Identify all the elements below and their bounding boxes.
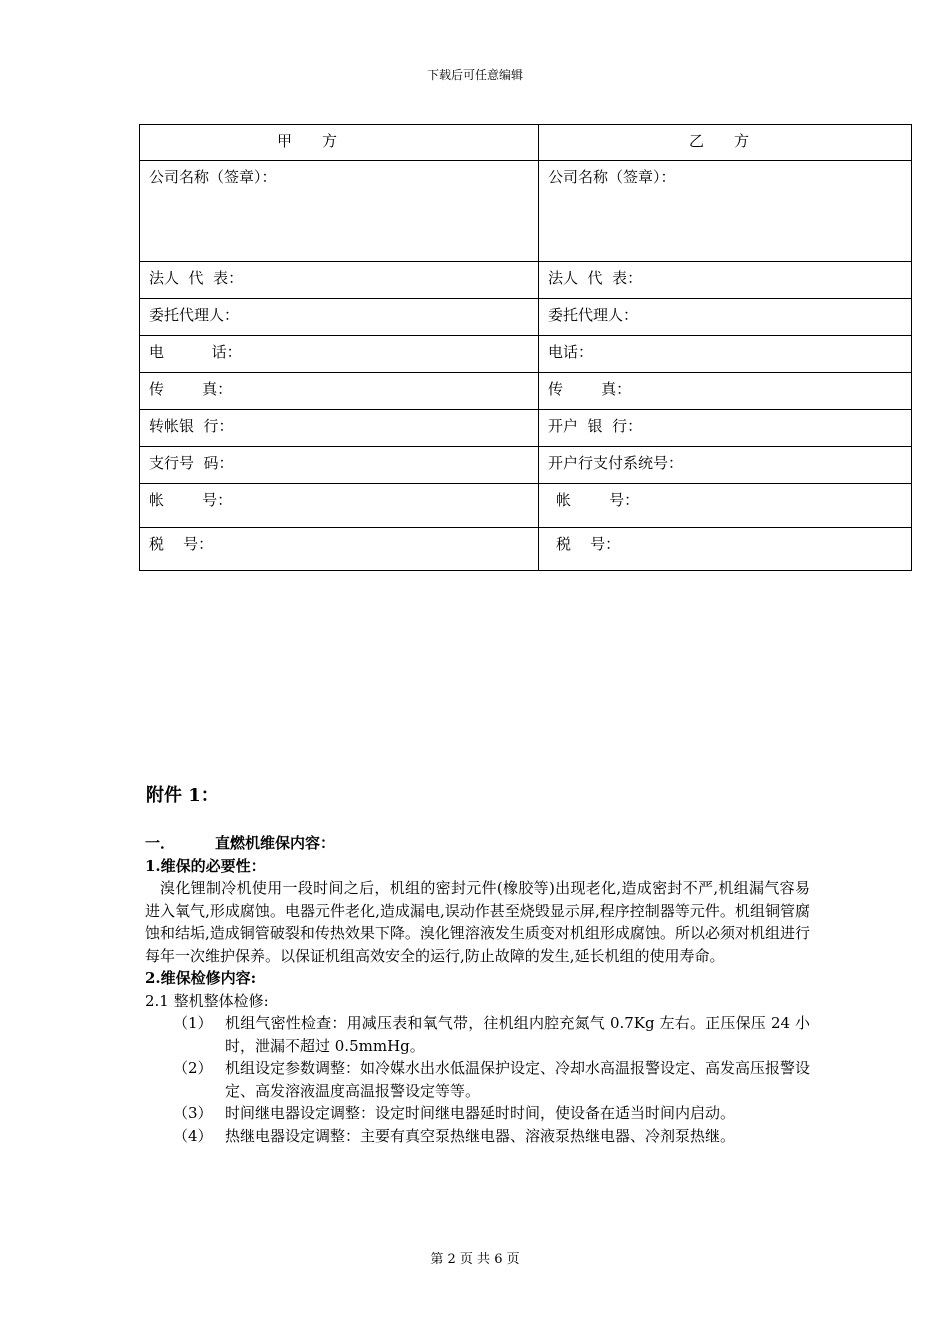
party-a-heading: 甲 方 xyxy=(276,132,337,150)
account-row xyxy=(140,484,912,528)
fax-row xyxy=(140,373,912,410)
party-b-fax: 传 真： xyxy=(539,373,912,410)
necessity-paragraph: 溴化锂制冷机使用一段时间之后，机组的密封元件(橡胶等)出现老化,造成密封不严,机组漏气容易进入氧气,形成腐蚀。电器元件老化,造成漏电,误动作甚至烧毁显示屏,程序控制器等元件。机组铜管腐蚀和结垢,造成铜管破裂和传热效果下降。溴化锂溶液发生质变对机组形成腐蚀。所以必须对机组进行每年一次维护保养。以保证机组高效安全的运行,防止故障的发生,延长机组的使用寿命。 xyxy=(145,879,810,965)
subsection-1-title: 1.维保的必要性： xyxy=(145,856,266,875)
party-b-heading-cell xyxy=(539,125,912,161)
party-b-phone: 电话： xyxy=(539,336,912,373)
party-b-heading: 乙 方 xyxy=(688,132,749,150)
list-item-text: 机组设定参数调整：如冷媒水出水低温保护设定、冷却水高温报警设定、高发高压报警设定、高发溶液温度高温报警设定等等。 xyxy=(225,1059,811,1100)
party-a-account: 帐 号： xyxy=(140,484,539,528)
list-item xyxy=(173,1057,810,1102)
party-a-heading-cell xyxy=(140,125,539,161)
phone-row xyxy=(140,336,912,373)
party-b-agent: 委托代理人： xyxy=(539,299,912,336)
bank-row xyxy=(140,410,912,447)
party-b-tax-cell xyxy=(539,528,912,571)
party-b-account: 帐 号： xyxy=(556,491,640,509)
page-footer-pagination: 第 2 页 共 6 页 xyxy=(430,1252,520,1267)
party-a-bank: 转帐银 行： xyxy=(140,410,539,447)
party-a-phone: 电 话： xyxy=(140,336,539,373)
list-item-index: （1） xyxy=(173,1014,213,1032)
party-a-fax: 传 真： xyxy=(140,373,539,410)
list-item xyxy=(173,1102,810,1125)
annex-body xyxy=(145,832,810,1147)
party-b-bank: 开户 银 行： xyxy=(539,410,912,447)
party-b-company-name: 公司名称（签章）： xyxy=(539,161,912,262)
list-item-index: （3） xyxy=(173,1104,213,1122)
branch-code-row xyxy=(140,447,912,484)
party-a-branch-code: 支行号 码： xyxy=(140,447,539,484)
subsection-2-title: 2.维保检修内容: xyxy=(145,969,257,987)
party-info-table xyxy=(139,124,912,571)
company-name-row xyxy=(140,161,912,262)
party-a-company-name: 公司名称（签章）： xyxy=(140,161,539,262)
list-item-text: 机组气密性检查：用减压表和氧气带，往机组内腔充氮气 0.7Kg 左右。正压保压 24 小时，泄漏不超过 0.5mmHg。 xyxy=(225,1014,810,1055)
party-a-agent: 委托代理人： xyxy=(140,299,539,336)
party-a-legal-rep: 法人 代 表： xyxy=(140,262,539,299)
list-item xyxy=(173,1125,810,1148)
party-b-legal-rep: 法人 代 表： xyxy=(539,262,912,299)
list-item-text: 热继电器设定调整：主要有真空泵热继电器、溶液泵热继电器、冷剂泵热继。 xyxy=(225,1126,736,1145)
subsection-2-1-title: 2.1 整机整体检修: xyxy=(145,991,269,1010)
section-number: 一． xyxy=(145,834,176,852)
list-item-index: （4） xyxy=(173,1126,213,1145)
table-header-row xyxy=(140,125,912,161)
section-heading xyxy=(145,832,810,855)
party-b-tax: 税 号： xyxy=(556,535,621,553)
page-header-note: 下载后可任意编辑 xyxy=(426,68,523,82)
tax-row xyxy=(140,528,912,571)
party-b-account-cell xyxy=(539,484,912,528)
legal-rep-row xyxy=(140,262,912,299)
list-item-text: 时间继电器设定调整：设定时间继电器延时时间，使设备在适当时间内启动。 xyxy=(225,1104,736,1122)
list-item xyxy=(173,1012,810,1057)
party-a-tax: 税 号： xyxy=(140,528,539,571)
section-title: 直燃机维保内容： xyxy=(215,834,336,852)
annex-title: 附件 1： xyxy=(146,785,219,806)
party-b-branch-code: 开户行支付系统号： xyxy=(539,447,912,484)
list-item-index: （2） xyxy=(173,1059,213,1077)
agent-row xyxy=(140,299,912,336)
